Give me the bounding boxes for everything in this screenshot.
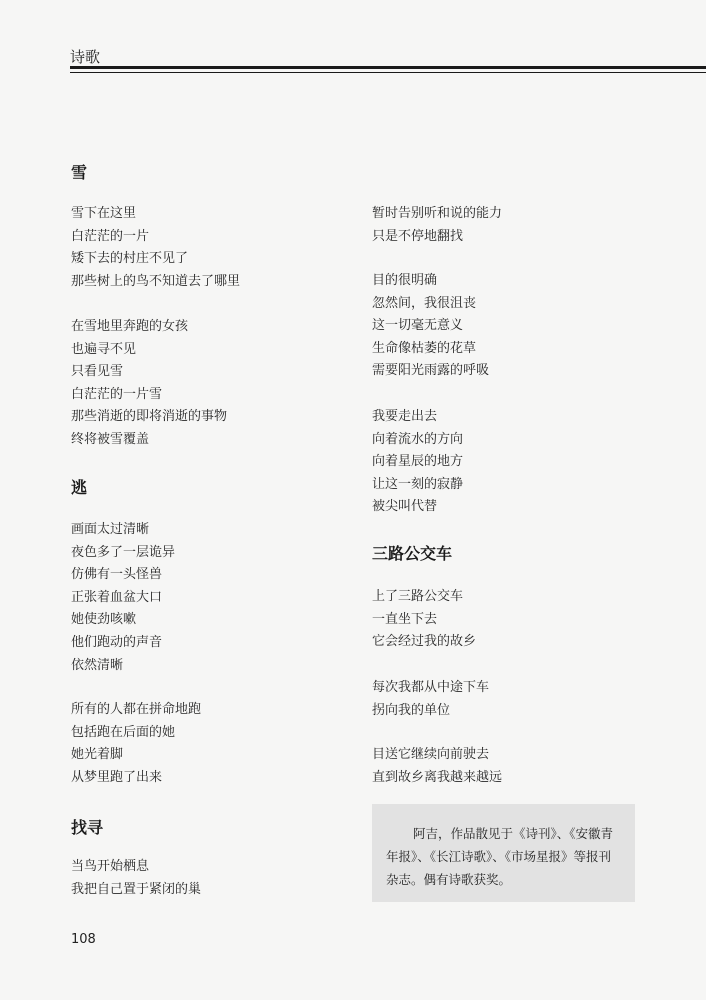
stanza-tao-1 [71, 519, 175, 677]
poem-line: 也遍寻不见 [71, 341, 137, 357]
header-rule-thick [70, 66, 706, 69]
poem-line: 在雪地里奔跑的女孩 [71, 319, 189, 334]
poem-line: 那些消逝的即将消逝的事物 [71, 409, 228, 425]
stanza-tao-2 [71, 699, 201, 789]
poem-line: 矮下去的村庄不见了 [71, 251, 189, 267]
poem-line: 只看见雪 [71, 364, 124, 380]
poem-line: 我把自己置于紧闭的巢 [71, 881, 202, 897]
stanza-sanlu-3 [372, 744, 502, 789]
poem-line: 我要走出去 [372, 409, 438, 424]
stanza-sanlu-1 [372, 586, 476, 654]
author-bio-box [372, 804, 635, 902]
section-header: 诗歌 [70, 48, 101, 66]
poem-line: 被尖叫代替 [372, 499, 438, 515]
stanza-zhaoxun-4 [372, 406, 463, 519]
stanza-sanlu-2 [372, 677, 489, 722]
poem-line: 仿佛有一头怪兽 [71, 567, 163, 583]
poem-line: 上了三路公交车 [372, 589, 464, 604]
poem-line: 直到故乡离我越来越远 [372, 769, 503, 785]
poem-line: 那些树上的鸟不知道去了哪里 [71, 273, 241, 289]
poem-line: 正张着血盆大口 [71, 589, 163, 605]
poem-title-tao: 逃 [71, 478, 88, 497]
author-bio-text: 阿吉，作品散见于《诗刊》、《安徽青年报》、《长江诗歌》、《市场星报》等报刊杂志。偶有诗歌获奖。 [386, 826, 614, 887]
header-rule-thin [70, 72, 706, 73]
poem-title-sanlu: 三路公交车 [372, 544, 453, 563]
poem-line: 从梦里跑了出来 [71, 769, 163, 785]
poem-line: 依然清晰 [71, 657, 124, 673]
poem-line: 让这一刻的寂静 [372, 476, 464, 492]
poem-line: 雪下在这里 [71, 206, 137, 221]
poem-line: 一直坐下去 [372, 611, 438, 627]
poem-line: 只是不停地翻找 [372, 228, 464, 244]
poem-line: 夜色多了一层诡异 [71, 544, 176, 560]
poem-line: 它会经过我的故乡 [372, 634, 477, 650]
poem-title-zhaoxun: 找寻 [71, 818, 104, 837]
stanza-zhaoxun-1 [71, 856, 201, 901]
poem-line: 目的很明确 [372, 273, 438, 288]
stanza-xue-1 [71, 203, 240, 293]
poem-title-xue: 雪 [71, 163, 88, 182]
poem-line: 向着流水的方向 [372, 431, 464, 447]
poem-line: 终将被雪覆盖 [71, 431, 150, 447]
poem-line: 生命像枯萎的花草 [372, 340, 477, 356]
poem-line: 当鸟开始栖息 [71, 859, 150, 874]
poem-line: 她光着脚 [71, 747, 124, 763]
poem-line: 他们跑动的声音 [71, 634, 163, 650]
page-number: 108 [71, 932, 96, 947]
poem-line: 包括跑在后面的她 [71, 724, 176, 740]
poem-line: 白茫茫的一片雪 [71, 386, 163, 402]
poem-line: 这一切毫无意义 [372, 318, 464, 334]
poem-line: 暂时告别听和说的能力 [372, 206, 503, 221]
poem-line: 目送它继续向前驶去 [372, 747, 490, 762]
poem-line: 需要阳光雨露的呼吸 [372, 363, 490, 379]
poem-line: 白茫茫的一片 [71, 228, 150, 244]
poem-line: 每次我都从中途下车 [372, 680, 490, 695]
stanza-zhaoxun-2 [372, 203, 502, 248]
stanza-xue-2 [71, 316, 227, 452]
poem-line: 忽然间，我很沮丧 [372, 295, 477, 311]
poem-line: 所有的人都在拼命地跑 [71, 702, 202, 717]
poem-line: 拐向我的单位 [372, 702, 451, 718]
poem-line: 画面太过清晰 [71, 522, 150, 537]
stanza-zhaoxun-3 [372, 270, 489, 383]
poem-line: 她使劲咳嗽 [71, 612, 137, 628]
poem-line: 向着星辰的地方 [372, 454, 464, 470]
